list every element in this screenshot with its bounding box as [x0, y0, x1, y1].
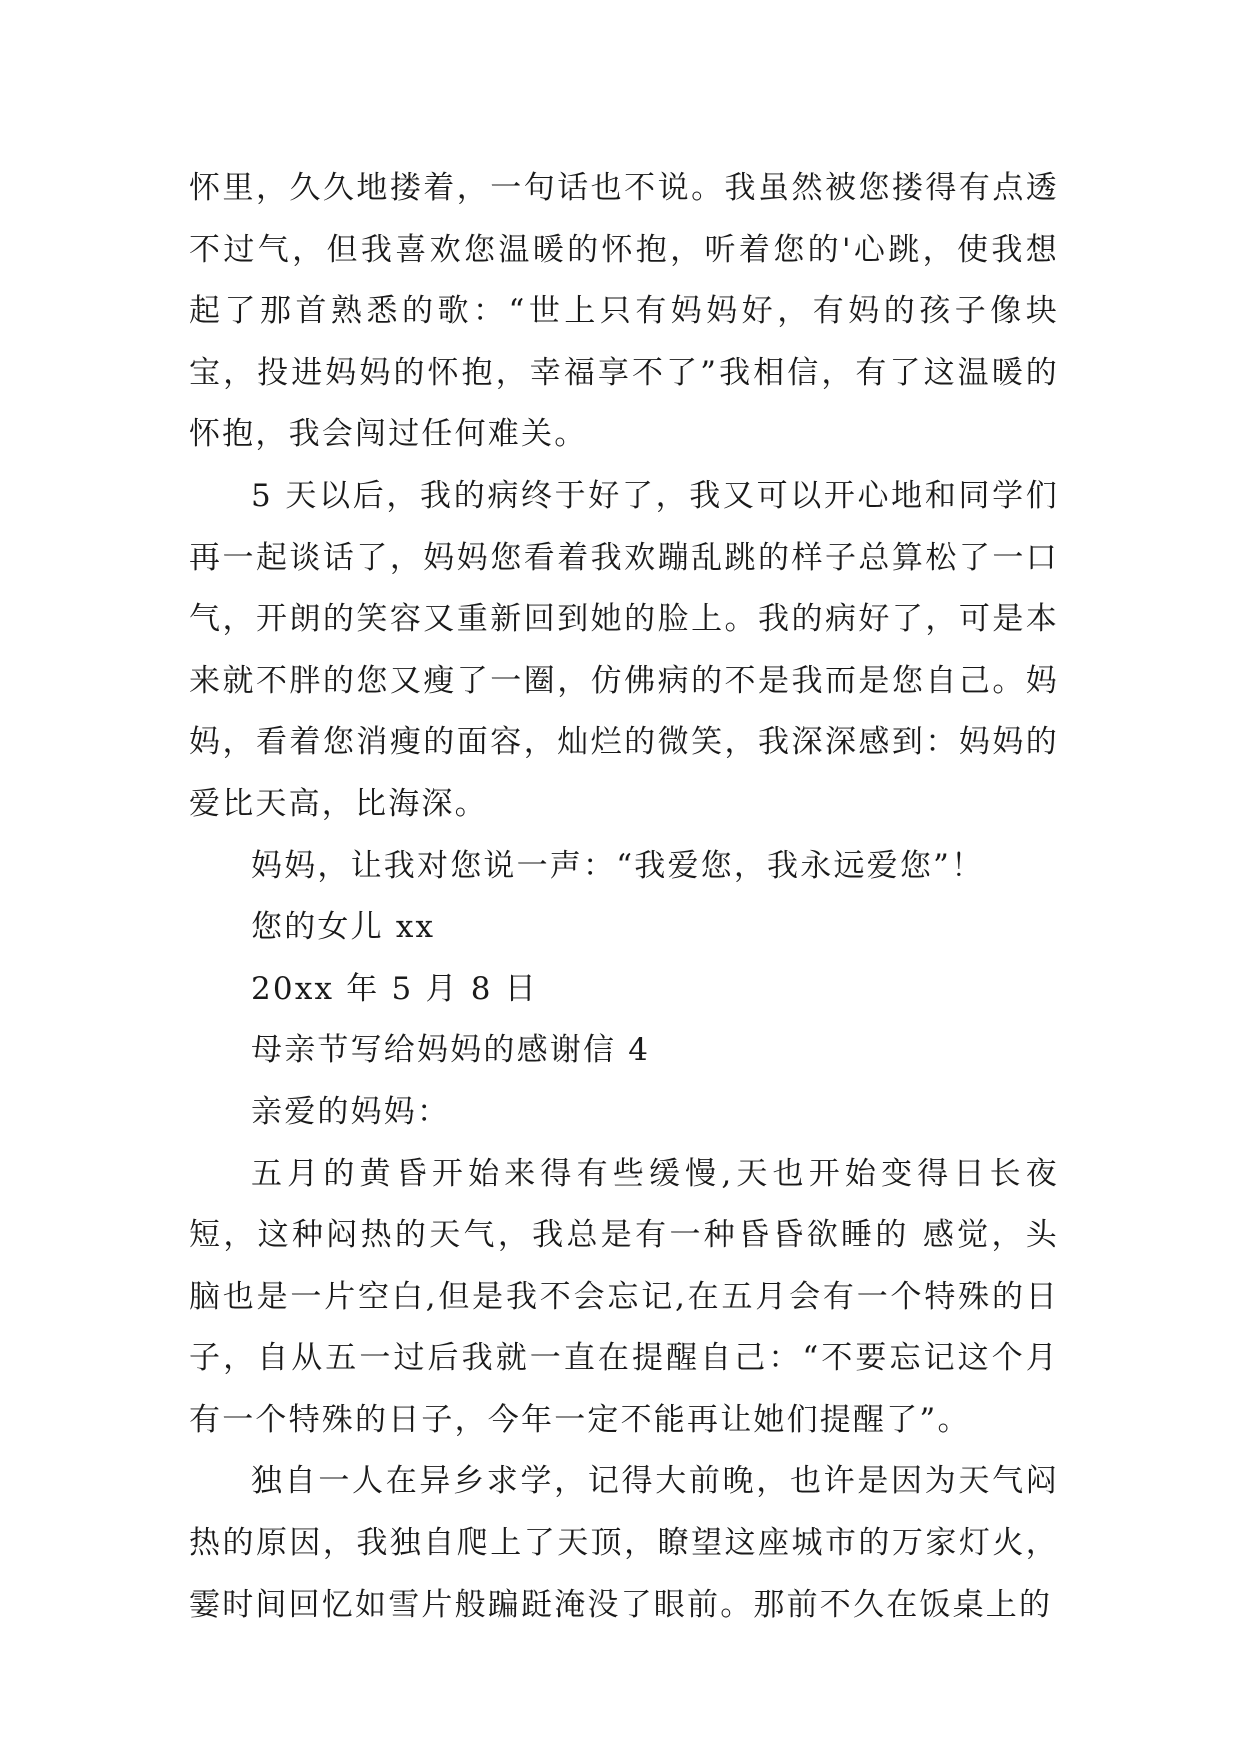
letter-salutation: 亲爱的妈妈： — [251, 1093, 451, 1130]
letter-body — [189, 158, 1059, 1636]
paragraph-alone-abroad: 独自一人在异乡求学，记得大前晚，也许是因为天气闷热的原因，我独自爬上了天顶，瞭望这座城市的万家灯火，霎时间回忆如雪片般蹁跹淹没了眼前。那前不久在饭桌上的 — [189, 1463, 1059, 1623]
letter-signature: 您的女儿 xx — [251, 909, 436, 946]
letter-date: 20xx 年 5 月 8 日 — [251, 970, 538, 1007]
paragraph-may-evening: 五月的黄昏开始来得有些缓慢,天也开始变得日长夜短，这种闷热的天气，我总是有一种昏昏欲睡的 感觉，头脑也是一片空白,但是我不会忘记,在五月会有一个特殊的日子，自从五一过后我就一直在提醒自己：“不要忘记这个月有一个特殊的日子，今年一定不能再让她们提醒了”。 — [189, 1155, 1059, 1438]
paragraph-recovery: 5 天以后，我的病终于好了，我又可以开心地和同学们再一起谈话了，妈妈您看着我欢蹦乱跳的样子总算松了一口气，开朗的笑容又重新回到她的脸上。我的病好了，可是本来就不胖的您又瘦了一圈，仿佛病的不是我而是您自己。妈妈，看着您消瘦的面容，灿烂的微笑，我深深感到：妈妈的爱比天高，比海深。 — [189, 477, 1059, 822]
section-title: 母亲节写给妈妈的感谢信 4 — [251, 1032, 651, 1069]
paragraph-i-love-you: 妈妈，让我对您说一声：“我爱您，我永远爱您”！ — [251, 847, 985, 884]
paragraph-continued: 怀里，久久地搂着，一句话也不说。我虽然被您搂得有点透不过气，但我喜欢您温暖的怀抱，听着您的'心跳，使我想起了那首熟悉的歌：“世上只有妈妈好，有妈的孩子像块宝，投进妈妈的怀抱，幸福享不了”我相信，有了这温暖的怀抱，我会闯过任何难关。 — [189, 170, 1059, 453]
